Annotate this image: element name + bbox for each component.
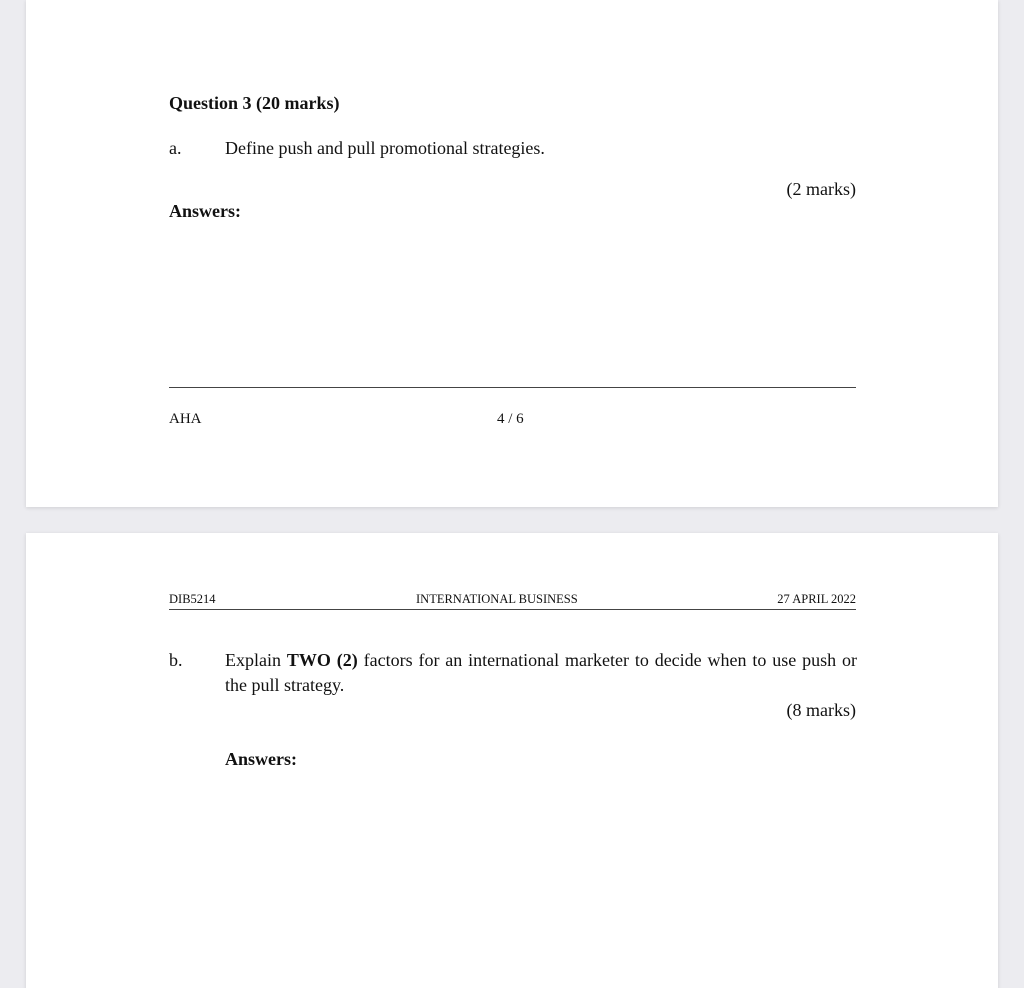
header-date: 27 APRIL 2022 bbox=[777, 592, 856, 606]
item-b-text-after: factors for an international marketer to decide when to use push or the pull strategy. bbox=[225, 650, 857, 695]
item-b-letter: b. bbox=[169, 650, 183, 670]
item-b-marks: (8 marks) bbox=[786, 700, 856, 720]
header-course-code: DIB5214 bbox=[169, 592, 216, 606]
page-5 bbox=[26, 533, 998, 988]
answers-label-a: Answers: bbox=[169, 201, 241, 221]
footer-initials: AHA bbox=[169, 411, 202, 427]
item-b-text-before: Explain bbox=[225, 650, 287, 670]
item-a-marks: (2 marks) bbox=[786, 179, 856, 199]
item-b-text bbox=[225, 648, 857, 698]
page-header bbox=[169, 592, 856, 610]
header-course-name: INTERNATIONAL BUSINESS bbox=[416, 592, 578, 606]
item-a-text: Define push and pull promotional strategies. bbox=[225, 138, 545, 158]
answers-label-b: Answers: bbox=[225, 749, 297, 769]
item-a-letter: a. bbox=[169, 138, 182, 158]
footer-rule bbox=[169, 387, 856, 388]
item-b-text-bold: TWO (2) bbox=[286, 650, 358, 670]
page-4 bbox=[26, 0, 998, 507]
page-number: 4 / 6 bbox=[497, 411, 524, 427]
question-title: Question 3 (20 marks) bbox=[169, 93, 340, 113]
